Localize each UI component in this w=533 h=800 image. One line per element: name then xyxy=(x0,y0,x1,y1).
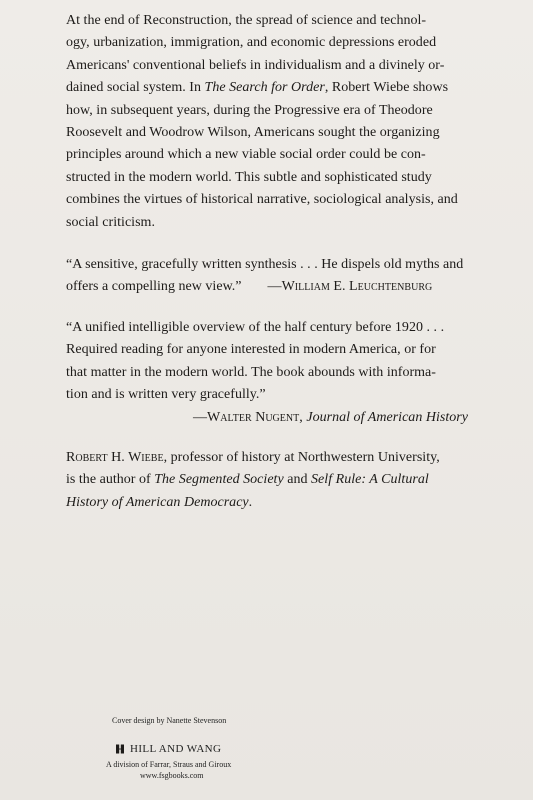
summary-line: At the end of Reconstruction, the spread of science and technol- xyxy=(66,13,427,28)
attribution-author: —Walter Nugent, xyxy=(193,409,307,425)
publisher-name: HILL AND WANG xyxy=(130,743,222,755)
publisher-credits xyxy=(104,715,294,781)
quote-line: that matter in the modern world. The book abounds with informa- xyxy=(66,364,436,380)
bio-line xyxy=(66,447,468,469)
book-title: Self Rule: A Cultural xyxy=(311,472,429,488)
bio-text: and xyxy=(283,472,312,488)
summary-line: ogy, urbanization, immigration, and economic depressions eroded xyxy=(66,35,437,51)
publisher-division: A division of Farrar, Straus and Giroux xyxy=(106,760,232,769)
book-title: The Search for Order xyxy=(204,80,325,96)
summary-line: Roosevelt and Woodrow Wilson, Americans sought the organizing xyxy=(66,125,440,141)
back-cover-text xyxy=(66,10,468,514)
cover-design-credit: Cover design by Nanette Stevenson xyxy=(112,716,227,725)
quote-line-with-attribution xyxy=(66,276,468,298)
summary-line: principles around which a new viable social order could be con- xyxy=(66,147,426,163)
summary-line-fragment: dained social system. In xyxy=(66,80,205,96)
summary-line: social criticism. xyxy=(66,214,155,230)
quote-text: offers a compelling new view.” xyxy=(66,279,242,295)
publisher-website: www.fsgbooks.com xyxy=(140,771,204,780)
summary-line-with-title xyxy=(66,77,468,99)
book-title: History of American Democracy xyxy=(66,494,249,510)
publisher-logo-icon xyxy=(114,743,126,755)
author-bio xyxy=(66,447,468,514)
author-name: Robert H. Wiebe xyxy=(66,449,164,465)
publisher-row xyxy=(114,743,294,755)
bio-text: is the author of xyxy=(66,472,155,488)
quote-line: “A sensitive, gracefully written synthesis . . . He dispels old myths and xyxy=(66,257,464,273)
summary-line-fragment: , Robert Wiebe shows xyxy=(324,80,449,96)
quote-attribution: —William E. Leuchtenburg xyxy=(267,279,433,295)
bio-line xyxy=(66,469,468,491)
bio-text: . xyxy=(248,494,253,510)
summary-line: combines the virtues of historical narrative, sociological analysis, and xyxy=(66,192,458,208)
book-summary xyxy=(66,10,468,234)
bio-text: , professor of history at Northwestern University, xyxy=(163,449,440,465)
quote-line: “A unified intelligible overview of the half century before 1920 . . . xyxy=(66,319,445,335)
quote-line: tion and is written very gracefully.” xyxy=(66,387,266,403)
summary-line: Americans' conventional beliefs in individualism and a divinely or- xyxy=(66,57,445,73)
attribution-source: Journal of American History xyxy=(306,409,468,425)
summary-line: how, in subsequent years, during the Progressive era of Theodore xyxy=(66,102,433,118)
book-title: The Segmented Society xyxy=(154,472,284,488)
bio-line xyxy=(66,492,468,514)
quote-attribution xyxy=(66,407,468,429)
summary-line: structed in the modern world. This subtle and sophisticated study xyxy=(66,169,432,185)
quote-line: Required reading for anyone interested in modern America, or for xyxy=(66,342,436,358)
quote-leuchtenburg xyxy=(66,254,468,299)
quote-nugent xyxy=(66,317,468,429)
